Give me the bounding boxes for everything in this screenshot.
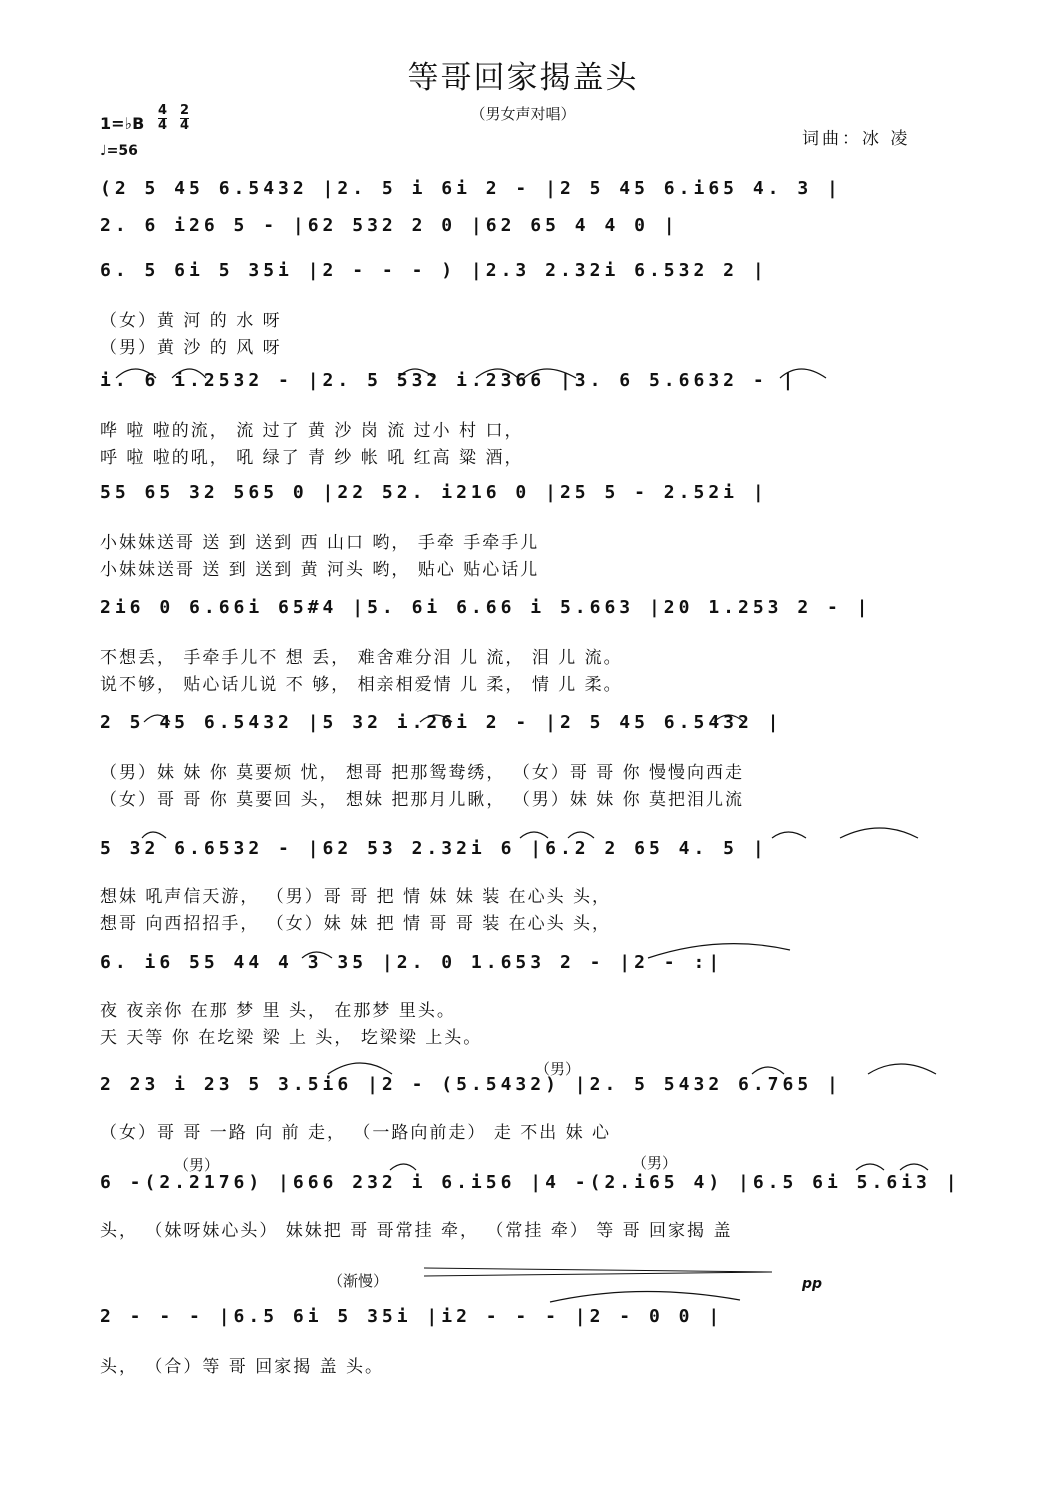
song-subtitle: （男女声对唱） [470, 105, 576, 123]
composer-credit: 词曲：冰 凌 [802, 129, 911, 149]
lyric-line: （男）黄 沙 的 风 呀 [100, 338, 282, 358]
lyric-line: 哗 啦 啦的流， 流 过了 黄 沙 岗 流 过小 村 口， [100, 421, 524, 441]
notation-row: i. 6 i.2532 - |2. 5 532 i.2366 |3. 6 5.6632 - | [100, 370, 798, 391]
notation-row: 2 - - - |6.5 6i 5 35i |i2 - - - |2 - 0 0 | [100, 1306, 724, 1327]
lyric-line: 呼 啦 啦的吼， 吼 绿了 青 纱 帐 吼 红高 粱 酒， [100, 448, 524, 468]
lyric-line: （男）妹 妹 你 莫要烦 忧， 想哥 把那鸳鸯绣， （女）哥 哥 你 慢慢向西走 [100, 763, 745, 783]
notation-row: 6. 5 6i 5 35i |2 - - - ) |2.3 2.32i 6.532 2 | [100, 260, 768, 281]
lyric-line: （女）哥 哥 你 莫要回 头， 想妹 把那月儿瞅， （男）妹 妹 你 莫把泪儿流 [100, 790, 745, 810]
lyric-line: 小妹妹送哥 送 到 送到 黄 河头 哟， 贴心 贴心话儿 [100, 560, 540, 580]
key-signature: 1=♭B [100, 114, 145, 133]
notation-row: 55 65 32 565 0 |22 52. i216 0 |25 5 - 2.52i | [100, 482, 768, 503]
lyric-line: 说不够， 贴心话儿说 不 够， 相亲相爱情 儿 柔， 情 儿 柔。 [100, 675, 623, 695]
tempo-marking: ♩=56 [100, 143, 138, 159]
lyric-line: （女）哥 哥 一路 向 前 走， （一路向前走） 走 不出 妹 心 [100, 1123, 612, 1143]
notation-row: 5 32 6.6532 - |62 53 2.32i 6 |6.2 2 65 4. 5 | [100, 838, 768, 859]
song-title: 等哥回家揭盖头 [407, 60, 639, 96]
male-part-marker: （男） [174, 1156, 220, 1174]
lyric-line: 天 天等 你 在圪梁 梁 上 头， 圪梁梁 上头。 [100, 1028, 483, 1048]
time-signature-2-4: 2 4 [180, 103, 190, 133]
lyric-line: 头， （妹呀妹心头） 妹妹把 哥 哥常挂 牵， （常挂 牵） 等 哥 回家揭 盖 [100, 1221, 733, 1241]
notation-row: 2. 6 i26 5 - |62 532 2 0 |62 65 4 4 0 | [100, 215, 679, 236]
lyric-line: 小妹妹送哥 送 到 送到 西 山口 哟， 手牵 手牵手儿 [100, 533, 540, 553]
lyric-line: 头， （合）等 哥 回家揭 盖 头。 [100, 1357, 385, 1377]
lyric-line: 想哥 向西招招手， （女）妹 妹 把 情 哥 哥 装 在心头 头， [100, 914, 612, 934]
notation-row: 2 5 45 6.5432 |5 32 i.26i 2 - |2 5 45 6.5432 | [100, 712, 783, 733]
time-signature-4-4: 4 4 [158, 103, 168, 133]
notation-row: 6 -(2.2176) |666 232 i 6.i56 |4 -(2.i65 4) |6.5 6i 5.6i3 | [100, 1172, 961, 1193]
male-part-marker: （男） [632, 1154, 678, 1172]
male-part-marker: （男） [535, 1060, 581, 1078]
lyric-line: 想妹 吼声信天游， （男）哥 哥 把 情 妹 妹 装 在心头 头， [100, 887, 612, 907]
notation-row: 2i6 0 6.66i 65#4 |5. 6i 6.66 i 5.663 |20 1.253 2 - | [100, 597, 872, 618]
lyric-line: 夜 夜亲你 在那 梦 里 头， 在那梦 里头。 [100, 1001, 456, 1021]
tempo-change-marking: （渐慢） [328, 1272, 389, 1290]
notation-row: 6. i6 55 44 4 3 35 |2. 0 1.653 2 - |2 - :| [100, 952, 724, 973]
dynamic-marking: pp [802, 1276, 823, 1292]
notation-row: 2 23 i 23 5 3.5i6 |2 - (5.5432) |2. 5 5432 6.765 | [100, 1074, 842, 1095]
notation-row: (2 5 45 6.5432 |2. 5 i 6i 2 - |2 5 45 6.i65 4. 3 | [100, 178, 842, 199]
lyric-line: 不想丢， 手牵手儿不 想 丢， 难舍难分泪 儿 流， 泪 儿 流。 [100, 648, 623, 668]
lyric-line: （女）黄 河 的 水 呀 [100, 311, 282, 331]
